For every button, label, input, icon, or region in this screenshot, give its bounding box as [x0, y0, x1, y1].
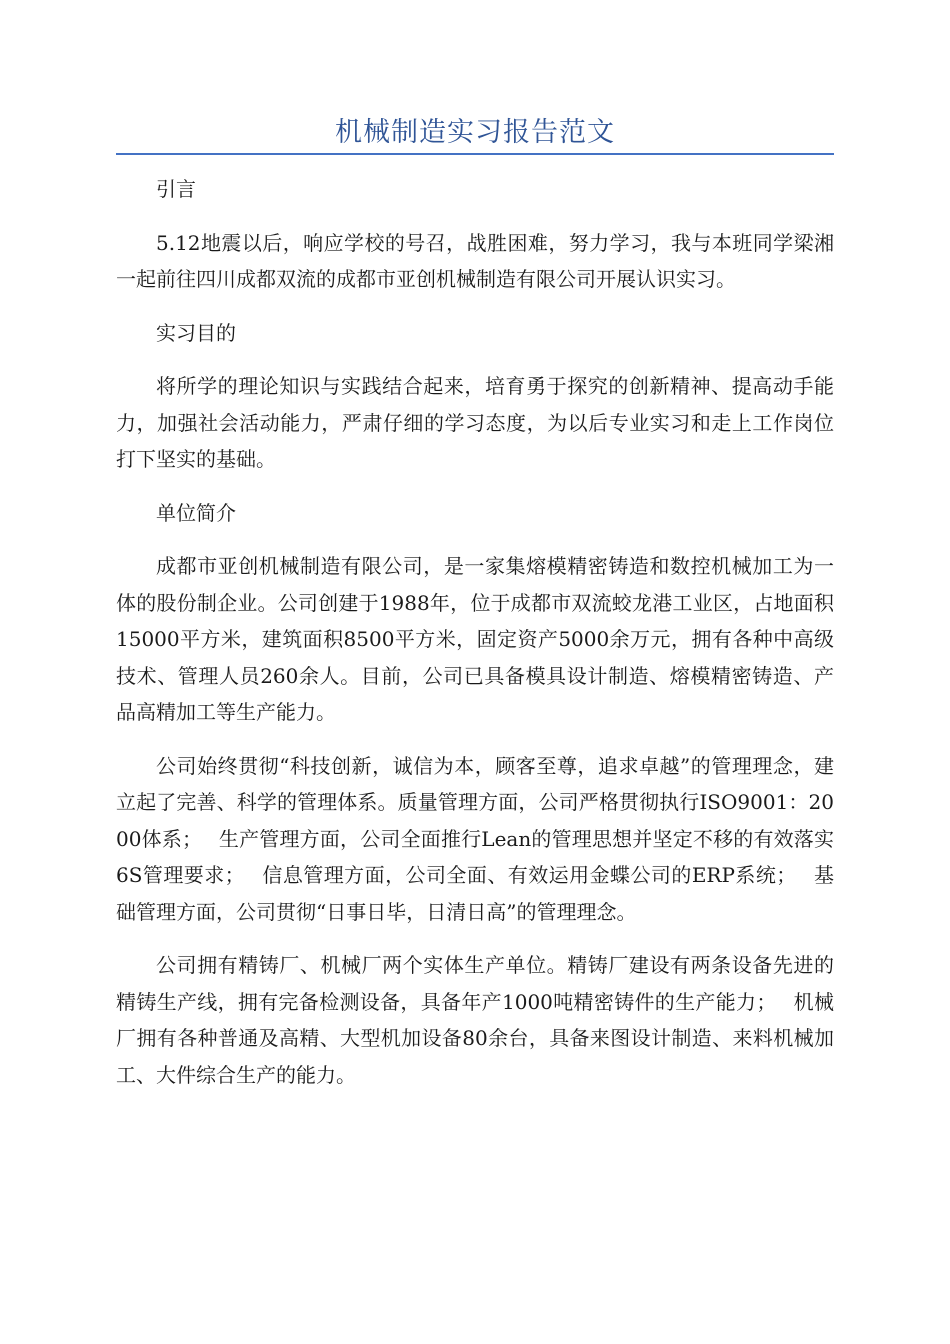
paragraph-introduction: 5.12地震以后，响应学校的号召，战胜困难，努力学习，我与本班同学梁湘一起前往四川成都双流的成都市亚创机械制造有限公司开展认识实习。 [116, 230, 834, 291]
paragraph-company-overview: 成都市亚创机械制造有限公司，是一家集熔模精密铸造和数控机械加工为一体的股份制企业。公司创建于1988年，位于成都市双流蛟龙港工业区，占地面积15000平方米，建筑面积8500平方米，固定资产5000余万元，拥有各种中高级技术、管理人员260余人。目前，公司已具备模具设计制造、熔模精密铸造、产品高精加工等生产能力。 [116, 554, 834, 724]
page-title: 机械制造实习报告范文 [335, 117, 615, 148]
section-heading-purpose: 实习目的 [156, 320, 236, 345]
document-page [116, 0, 834, 1110]
section-heading-company-profile: 单位简介 [156, 500, 236, 525]
document-body [116, 171, 834, 1093]
paragraph-management: 公司始终贯彻“科技创新，诚信为本，顾客至尊，追求卓越”的管理理念，建立起了完善、科学的管理体系。质量管理方面，公司严格贯彻执行ISO9001：2000体系； 生产管理方面，公司全面推行Lean的管理思想并坚定不移的有效落实6S管理要求； 信息管理方面，公司全面、有效运用金蝶公司的ERP系统； 基础管理方面，公司贯彻“日事日毕，日清日高”的管理理念。 [116, 753, 834, 924]
section-heading-introduction: 引言 [156, 177, 196, 201]
paragraph-purpose: 将所学的理论知识与实践结合起来，培育勇于探究的创新精神、提高动手能力，加强社会活动能力，严肃仔细的学习态度，为以后专业实习和走上工作岗位打下坚实的基础。 [116, 374, 834, 471]
paragraph-production-units: 公司拥有精铸厂、机械厂两个实体生产单位。精铸厂建设有两条设备先进的精铸生产线，拥有完备检测设备，具备年产1000吨精密铸件的生产能力； 机械厂拥有各种普通及高精、大型机加设备80余台，具备来图设计制造、来料机械加工、大件综合生产的能力。 [116, 953, 834, 1087]
